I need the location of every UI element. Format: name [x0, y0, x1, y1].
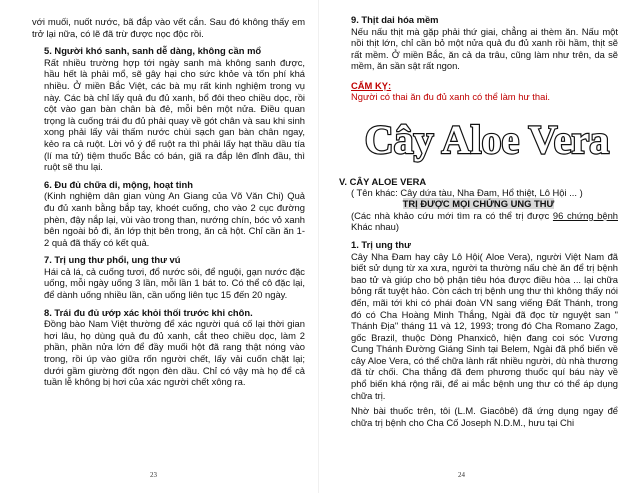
aloe-vera-logo	[357, 111, 617, 165]
chapter-note	[339, 210, 618, 233]
body-9: Nếu nấu thịt mà gặp phải thứ giai, chẳng ai thèm ăn. Nấu một nồi thịt lớn, chỉ cần bỏ một nửa quả đu đủ xanh rồi hầm, thịt sẽ rất mềm. Ở miền Bắc, ăn cả da trâu, cũng làm như trên, da sẽ mềm, ăn sần sật rất ngon.	[351, 25, 618, 72]
chapter-highlight	[339, 198, 618, 210]
heading-8: 8. Trái đu đủ ướp xác khỏi thối trước khi chôn.	[44, 306, 253, 318]
chapter-title: V. CÂY ALOE VERA	[339, 175, 427, 187]
body-7: Hái cả lá, cả cuống tươi, đổ nước sôi, để nguội, gạn nước đặc uống, mỗi ngày uống 3 lần, mỗi lần 1 bát to. Có thể cô đặc lại, để dành uống nhiều lần, cần uống liên tục 15 đến 20 ngày.	[44, 265, 305, 301]
body-6: (Kinh nghiệm dân gian vùng An Giang của Võ Văn Chi) Quả đu đủ xanh bằng bắp tay, khoét cuống, cho vào 2 cục đường phèn, đậy nắp lại, vùi vào trong than, nướng chín, bóc vỏ xanh bên ngoài bỏ đi, ăn lớp thịt bên trong, ăn cả hột. Chỉ cần ăn 1-2 quả đã thấy có kết quả.	[44, 190, 305, 248]
body-1: Cây Nha Đam hay cây Lô Hội( Aloe Vera), người Việt Nam đã biết sử dụng từ xa xưa, người ta thường nấu chè ăn để trị bệnh bao tử và giúp cho bộ phận tiêu hóa được điều hòa ... lại chữa bỏng rất tuyệt hảo. Còn cách trị bệnh ung thư thì không thấy nói đến, mãi tới khi có phái đoàn VN sang viếng Đất Thánh, trong đó có Cha Hoàng Minh Thắng, Ngài đã đọc từ nguyệt san " Thánh Địa" tháng 11 và 12, 1993; trong đó Cha Romano Zago, gốc Brazil, thuộc Dòng Phanxicô, hiện đang coi sóc Vương Cung Thánh Đường Giáng Sinh tại Belem, Ngài đã phổ biến về cây Aloe Vera, có thể chữa lành rất nhiều người, dù nhà thương đã từ chối. Cha thắng đã đem phương thuốc quí báu này về phổ biến khá rộng rãi, để ai mắc bệnh ung thư có thể áp dụng chữa trị.	[351, 250, 618, 401]
page-number-right: 24	[458, 471, 465, 479]
heading-7: 7. Trị ung thư phổi, ung thư vú	[44, 254, 181, 266]
closing-text: Nhờ bài thuốc trên, tôi (L.M. Giacôbê) đã ứng dụng ngay để chữa trị bệnh cho Cha Cố Joseph N.D.M., hưu tại Chi	[351, 405, 618, 428]
warning-title: CẨM KỴ:	[351, 79, 392, 91]
heading-1: 1. Trị ung thư	[351, 238, 411, 250]
note-link: 96 chứng bệnh	[552, 209, 618, 221]
right-page	[319, 0, 638, 493]
left-intro: với muối, nuốt nước, bã đắp vào vết cắn. Sau đó không thấy em trở lại nữa, có lẽ đã trừ được nọc độc rồi.	[32, 16, 305, 39]
body-8: Đồng bào Nam Việt thường để xác người quá cố lại thời gian hơi lâu, họ dùng quả đu đủ xanh, cắt theo chiều dọc, làm 2 phần, phần nửa lớn để đầy muối hột đã rang thật nóng vào trong, rồi úp vào giữa rốn người chết, lấy vải cuốn chặt lại; dưới gầm giường đốt ngọn đèn dầu. Chỉ có vậy mà họ để cả tuần lễ không bị hơi của xác người chết xông ra.	[44, 318, 305, 388]
heading-5: 5. Người khó sanh, sanh dễ dàng, không cần mổ	[44, 45, 262, 57]
warning-text: Người có thai ăn đu đủ xanh có thể làm hư thai.	[351, 90, 551, 102]
chapter-aka: ( Tên khác: Cây dứa tàu, Nha Đam, Hổ thiệt, Lô Hội ... )	[351, 186, 583, 198]
heading-6: 6. Đu đủ chữa di, mộng, hoạt tinh	[44, 178, 193, 190]
logo-text: Cây Aloe Vera	[364, 116, 610, 162]
heading-9: 9. Thịt dai hóa mềm	[351, 14, 439, 25]
highlight-text: TRỊ ĐƯỢC MỌI CHỨNG UNG THƯ	[402, 198, 555, 210]
body-5: Rất nhiều trường hợp tới ngày sanh mà không sanh được, hầu hết là phải mổ, sẽ gây hại cho sức khỏe và tốn phí khá nhiều. Ở miền Bắc Việt, các bà mụ rất kinh nghiệm trong vụ này. Các bà chỉ lấy quả đu đủ xanh, bổ đôi theo chiều dọc, rồi cột vào gan bàn chân bà đẻ, mỗi bên một nửa. Điều quan trọng là cuống trái đu đủ phải quay về gót chân và sau khi sinh xong phải lấy vải thấm nước chùi sạch gan bàn chân ngay, kẻo ra cả ruột. Lời vỏ ý để ruột ra thì phải lấy hạt thầu dầu tía (lí ma tử) tiệm thuốc Bắc có bán, giã ra đắp lên đỉnh đầu, thì ruột sẽ thu lại.	[44, 56, 305, 173]
note-suffix: Khác nhau)	[351, 221, 399, 233]
note-prefix: (Các nhà khảo cứu mới tìm ra có thể trị được	[351, 209, 553, 221]
page-number-left: 23	[150, 471, 157, 479]
